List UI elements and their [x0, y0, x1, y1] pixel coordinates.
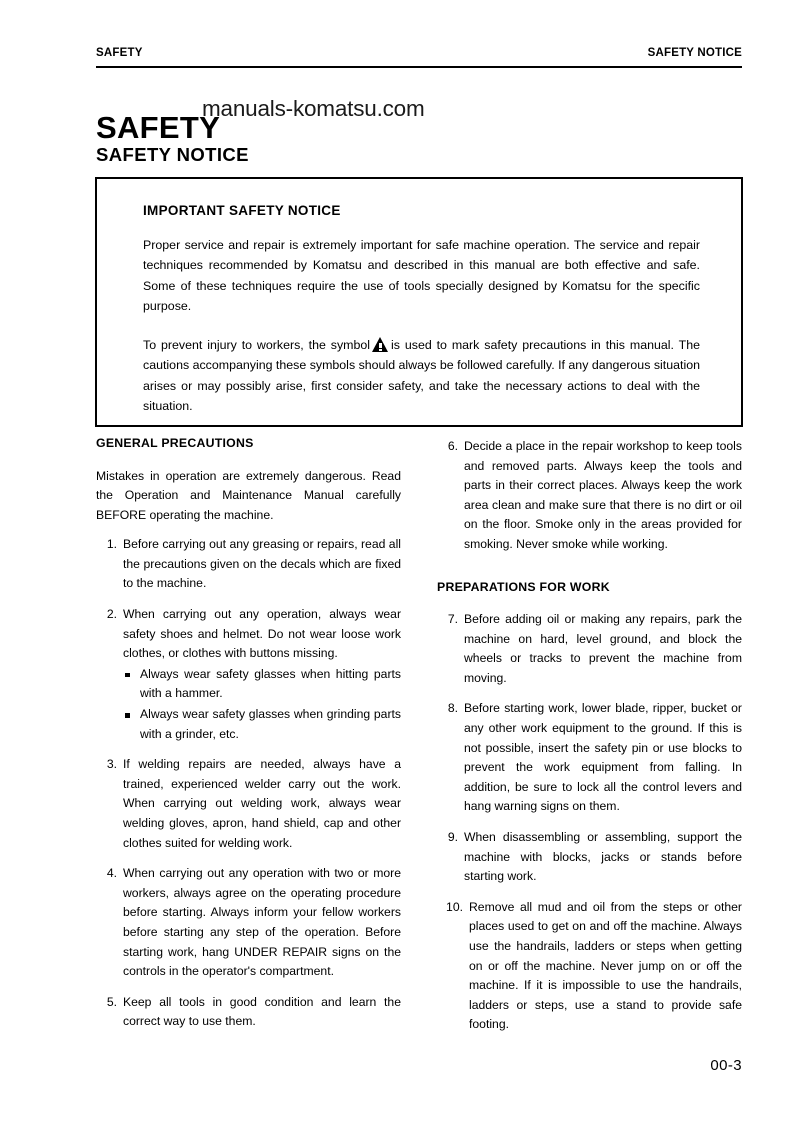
list-item — [437, 828, 742, 887]
list-item-text: When disassembling or assembling, support the machine with blocks, jacks or stands before starting work. — [464, 830, 742, 884]
list-item-number: 9. — [447, 830, 458, 845]
list-item — [96, 755, 401, 853]
list-item — [96, 864, 401, 982]
list-item-number: 7. — [447, 612, 458, 627]
list-item-text: Decide a place in the repair workshop to keep tools and removed parts. Always keep the tools and parts in their correct places. Always keep the work area clean and make sure that there is no dirt or oil on the floor. Smoke only in the areas provided for smoking. Never smoke while working. — [464, 439, 742, 551]
notice-paragraph-2-before: To prevent injury to workers, the symbol — [143, 338, 371, 353]
list-item — [437, 699, 742, 817]
list-item — [96, 605, 401, 744]
list-item-text: If welding repairs are needed, always have a trained, experienced welder carry out the work. When carrying out welding work, always wear welding gloves, apron, hand shield, cap and other clothes suited for welding work. — [123, 757, 401, 850]
list-item-text: Before starting work, lower blade, ripper, bucket or any other work equipment to the ground. If this is not possible, insert the safety pin or use blocks to prevent the work equipment from falling. In addition, be sure to lock all the control levers and hang warning signs on them. — [464, 701, 742, 814]
sub-list-item-text: Always wear safety glasses when hitting parts with a hammer. — [140, 666, 401, 701]
list-item-number: 5. — [106, 994, 117, 1009]
list-item — [96, 993, 401, 1032]
square-bullet-icon — [125, 713, 130, 718]
list-item — [437, 898, 742, 1035]
list-item-text: When carrying out any operation, always wear safety shoes and helmet. Do not wear loose work clothes, or clothes with buttons missing. — [123, 607, 401, 661]
notice-box-body — [143, 235, 700, 416]
watermark-text: manuals-komatsu.com — [202, 96, 425, 121]
list-item-number: 4. — [106, 866, 117, 881]
list-item-number: 6. — [447, 439, 458, 453]
sub-list-item — [123, 705, 401, 744]
general-precautions-list-continued — [437, 437, 742, 555]
list-item — [437, 437, 742, 555]
general-precautions-intro: Mistakes in operation are extremely dangerous. Read the Operation and Maintenance Manual carefully BEFORE operating the machine. — [96, 468, 401, 522]
list-item-number: 2. — [106, 607, 117, 622]
notice-paragraph-1: Proper service and repair is extremely important for safe machine operation. The service and repair techniques recommended by Komatsu and described in this manual are both effective and safe. Some of these techniques require the use of tools specially designed by Komatsu for the specific purpose. — [143, 238, 700, 313]
running-header — [96, 47, 742, 59]
running-header-right: SAFETY NOTICE — [647, 47, 742, 59]
list-item-text: Before carrying out any greasing or repairs, read all the precautions given on the decals which are fixed to the machine. — [123, 537, 401, 591]
notice-paragraph-2 — [143, 335, 700, 416]
preparations-for-work-list — [437, 610, 742, 1035]
list-item — [96, 535, 401, 594]
sub-list-item-text: Always wear safety glasses when grinding parts with a grinder, etc. — [140, 707, 401, 741]
chapter-title: SAFETY — [96, 110, 221, 145]
general-precautions-heading: GENERAL PRECAUTIONS — [96, 436, 254, 450]
important-safety-notice-box — [95, 177, 743, 427]
list-item-text: Before adding oil or making any repairs, park the machine on hard, level ground, and block the wheels or tracks to prevent the machine from moving. — [464, 612, 742, 685]
notice-box-title: IMPORTANT SAFETY NOTICE — [143, 203, 341, 218]
sub-list — [123, 665, 401, 744]
list-item-number: 3. — [106, 757, 117, 772]
preparations-for-work-heading: PREPARATIONS FOR WORK — [437, 579, 610, 594]
list-item-text: Remove all mud and oil from the steps or other places used to get on and off the machine. Always use the handrails, ladders or steps when getting on or off the machine. Never jump on or off the machine. If it is impossible to use the handrails, ladders or steps, use a stand to provide safe footing. — [469, 899, 742, 1032]
square-bullet-icon — [125, 673, 130, 678]
section-title: SAFETY NOTICE — [96, 144, 249, 165]
list-item-text: When carrying out any operation with two or more workers, always agree on the operating procedure before starting. Always inform your fellow workers before starting any step of the operation. Before starting work, hang UNDER REPAIR signs on the controls in the operator's compartment. — [123, 866, 401, 979]
list-item-text: Keep all tools in good condition and learn the correct way to use them. — [123, 994, 401, 1029]
list-item-number: 10. — [446, 899, 463, 914]
list-item — [437, 610, 742, 688]
page-number: 00-3 — [710, 1057, 742, 1074]
right-column — [437, 437, 742, 1035]
header-divider-rule — [96, 66, 742, 68]
list-item-number: 8. — [447, 701, 458, 716]
general-precautions-list — [96, 535, 401, 1032]
list-item-number: 1. — [106, 537, 117, 552]
warning-triangle-icon — [372, 337, 389, 352]
body-columns — [96, 437, 742, 1037]
notice-paragraph-2-after: is used to mark safety precautions in this manual. The cautions accompanying these symbols should always be followed carefully. If any dangerous situation arises or may possibly arise, first consider safety, and take the necessary actions to deal with the situation. — [143, 338, 700, 414]
left-column — [96, 437, 401, 1032]
sub-list-item — [123, 665, 401, 704]
running-header-left: SAFETY — [96, 47, 143, 59]
